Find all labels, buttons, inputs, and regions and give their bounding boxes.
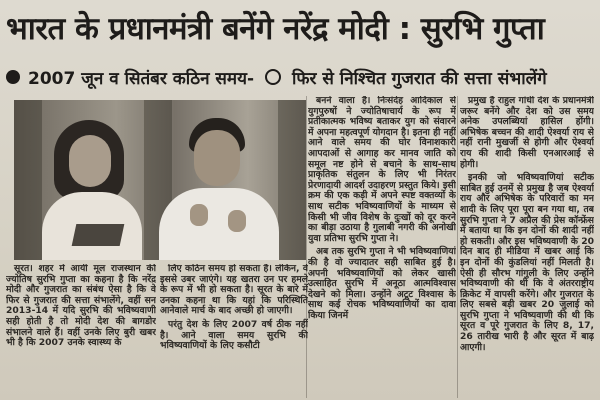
paragraph: सूरत। शहर में आयी मूल राजस्थान की ज्योतिष सुरभि गुप्ता का कहना है कि नरेंद्र मोदी और गुजरात का संबंध ऐसा है कि वे फिर से गुजरात की सत्ता संभालेंगे, वहीं सन 2013-14 में यदि सुरभि की भविष्यवाणी सही होती है तो मोदी देश की बागडोर संभालने वाले हैं। वहीं उनके लिए बुरी खबर भी है कि 2007 उनके स्वास्थ्य के <box>6 264 156 349</box>
curtain-shade <box>278 100 306 260</box>
paragraph: प्रमुख है राहुल गांधी देश के प्रधानमंत्री जरूर बनेंगे और देश को उस समय अनेक उपलब्धियां हासिल होंगी। अभिषेक बच्चन की शादी ऐश्वर्या राय से नहीं रानी मुखर्जी से होगी और ऐश्वर्या राय की शादी किसी एनआरआई से होगी। <box>460 96 594 170</box>
ring-icon <box>265 69 281 85</box>
article-column-2 <box>160 264 308 398</box>
man-hand <box>228 210 246 232</box>
paragraph: परंतु देश के लिए 2007 वर्ष ठीक नहीं है। आने वाला समय सुरभि की भविष्यवाणियों के लिए कसौटी <box>160 318 308 352</box>
couple-photo <box>14 100 306 260</box>
subheadline <box>6 62 596 92</box>
curtain-shade <box>14 100 42 260</box>
woman-face <box>69 135 111 187</box>
column-divider <box>457 96 458 398</box>
subhead-part2: फिर से निश्चित गुजरात की सत्ता संभालेंगे <box>292 68 547 89</box>
man-hand <box>190 204 208 226</box>
book-in-hand <box>72 224 125 246</box>
article-column-4 <box>460 96 594 398</box>
man-body <box>159 188 279 260</box>
bullet-icon <box>6 70 20 84</box>
headline: भारत के प्रधानमंत्री बनेंगे नरेंद्र मोदी : सुरभि गुप्ता <box>6 11 545 47</box>
paragraph: बनने वाला है। निःसंदेह आदिकाल से युगपुरुषों ने ज्योतिषाचार्य के रूप में प्रतीकात्मक भविष्य बताकर युग को संवारने में अपना महत्वपूर्ण योगदान है। इतना ही नहीं आने वाले समय की घोर विनाशकारी आपदाओं से आगाह कर मानव जाति को समूल नष्ट होने से बचाने के साथ-साथ प्राकृतिक संतुलन के लिए भी निरंतर प्रेरणादायी आदर्श उदाहरण प्रस्तुत किये। इसी क्रम की एक कड़ी में अपने स्पष्ट वक्तव्यों के साथ सटीक भविष्यवाणियों के माध्यम से किसी भी जीव विशेष के दुःखों को दूर करने का बीड़ा उठाया है गुलाबी नगरी की अनोखी युवा प्रतिभा सुरभि गुप्ता ने। <box>308 96 456 244</box>
article-column-1 <box>6 264 156 398</box>
article-column-3 <box>308 96 456 398</box>
paragraph: लिए कठिन समय हो सकता है। लेकिन, वे इससे उबर जाएंगे। यह खतरा उन पर हमले के रूप में भी हो सकता है। सूरत के बारे में उनका कहना था कि यहां कि परिस्थिति आनेवाले मार्च के बाद अच्छी हो जाएगी। <box>160 264 308 317</box>
subhead-part1: 2007 जून व सितंबर कठिन समय- <box>28 68 254 89</box>
man-face <box>194 130 240 186</box>
paragraph: अब तक सुरभि गुप्ता ने भी भविष्यवाणियां की है वो ज्यादातर सही साबित हुई है। अपनी भविष्यवाणियों को लेकर खासी उत्साहित सुरभि में अनूठा आत्मविश्वास देखने को मिला। उन्होंने अटूट विश्वास के साथ कई रोचक भविष्यवाणियों का दावा किया जिनमें <box>308 246 456 321</box>
paragraph: इनकी जो भविष्यवाणियां सटीक साबित हुई उनमें से प्रमुख है जब ऐश्वर्या राय और अभिषेक के परिवारों का मन शादी के लिए पूरा पूरा बन गया था, तब सुरभि गुप्ता ने 7 अप्रैल की प्रेस कॉन्फ्रेंस में बताया था कि इन दोनों की शादी नहीं हो सकती। और इस भविष्यवाणी के 20 दिन बाद ही मीडिया में खबर आई कि इन दोनों की कुंडलियां नहीं मिलती है। ऐसी ही सौरभ गांगुली के लिए उन्होंने भविष्यवाणी की थी कि वे अंतरराष्ट्रीय क्रिकेट में वापसी करेंगे। और गुजरात के लिए सबसे बड़ी खबर 20 जुलाई को सुरभि गुप्ता ने भविष्यवाणी की थी कि सूरत व पूरे गुजरात के लिए 8, 17, 26 तारीख भारी है और सूरत में बाढ़ आएगी। <box>460 172 594 353</box>
